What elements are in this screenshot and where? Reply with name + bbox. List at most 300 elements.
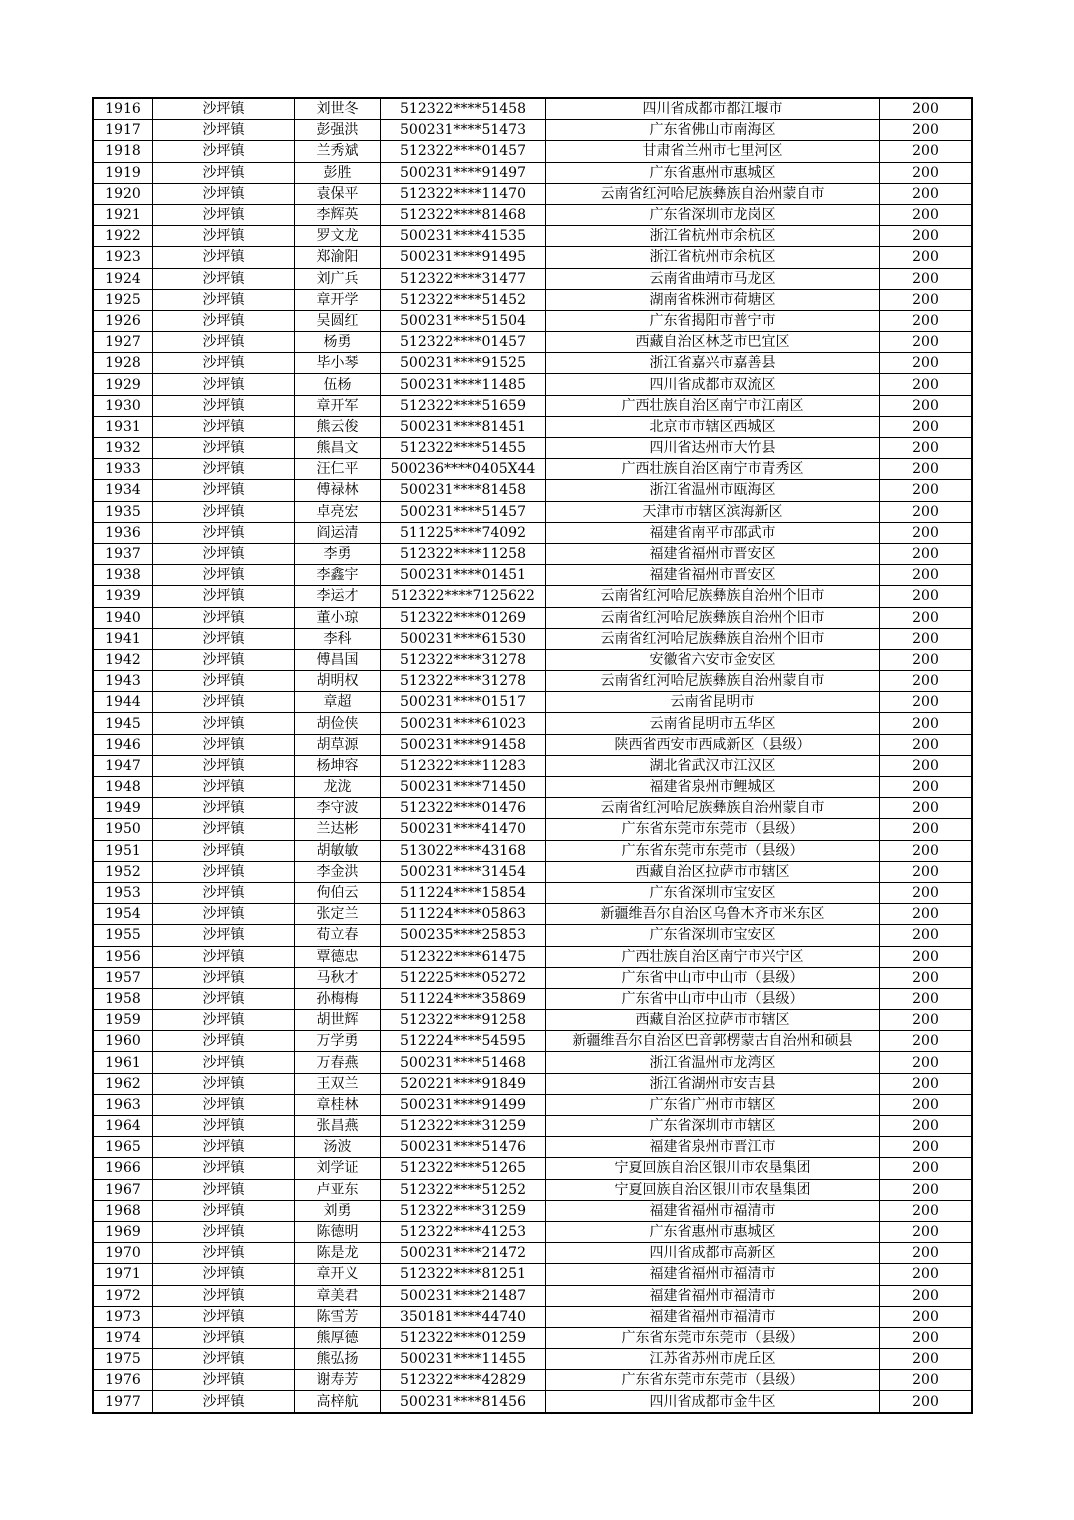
name-cell: 龙泷 (295, 777, 381, 798)
name-cell: 彭强洪 (295, 120, 381, 141)
name-cell: 王双兰 (295, 1073, 381, 1094)
id-number-cell: 512322****11258 (381, 543, 546, 564)
address-cell: 云南省红河哈尼族彝族自治州个旧市 (546, 607, 880, 628)
id-number-cell: 500231****11455 (381, 1349, 546, 1370)
amount-cell: 200 (880, 1243, 973, 1264)
row-number: 1945 (93, 713, 153, 734)
town-cell: 沙坪镇 (153, 882, 295, 903)
address-cell: 广西壮族自治区南宁市青秀区 (546, 459, 880, 480)
address-cell: 宁夏回族自治区银川市农垦集团 (546, 1158, 880, 1179)
id-number-cell: 512322****01476 (381, 798, 546, 819)
town-cell: 沙坪镇 (153, 501, 295, 522)
id-number-cell: 500231****01517 (381, 692, 546, 713)
amount-cell: 200 (880, 882, 973, 903)
address-cell: 云南省红河哈尼族彝族自治州蒙自市 (546, 671, 880, 692)
address-cell: 云南省红河哈尼族彝族自治州个旧市 (546, 586, 880, 607)
address-cell: 福建省泉州市晋江市 (546, 1137, 880, 1158)
name-cell: 刘勇 (295, 1200, 381, 1221)
table-row (93, 98, 972, 120)
amount-cell: 200 (880, 649, 973, 670)
name-cell: 陈雪芳 (295, 1306, 381, 1327)
town-cell: 沙坪镇 (153, 310, 295, 331)
amount-cell: 200 (880, 671, 973, 692)
table-row (93, 734, 972, 755)
name-cell: 胡俭侠 (295, 713, 381, 734)
amount-cell: 200 (880, 141, 973, 162)
town-cell: 沙坪镇 (153, 268, 295, 289)
name-cell: 刘广兵 (295, 268, 381, 289)
town-cell: 沙坪镇 (153, 480, 295, 501)
id-number-cell: 512322****01269 (381, 607, 546, 628)
table-row (93, 1073, 972, 1094)
amount-cell: 200 (880, 162, 973, 183)
table-row (93, 268, 972, 289)
name-cell: 李勇 (295, 543, 381, 564)
amount-cell: 200 (880, 1137, 973, 1158)
id-number-cell: 511224****05863 (381, 904, 546, 925)
address-cell: 广东省深圳市宝安区 (546, 925, 880, 946)
town-cell: 沙坪镇 (153, 1221, 295, 1242)
id-number-cell: 512322****51659 (381, 395, 546, 416)
table-row (93, 586, 972, 607)
town-cell: 沙坪镇 (153, 628, 295, 649)
town-cell: 沙坪镇 (153, 1052, 295, 1073)
address-cell: 福建省南平市邵武市 (546, 522, 880, 543)
amount-cell: 200 (880, 332, 973, 353)
table-row (93, 501, 972, 522)
town-cell: 沙坪镇 (153, 1391, 295, 1413)
town-cell: 沙坪镇 (153, 1073, 295, 1094)
address-cell: 四川省成都市都江堰市 (546, 98, 880, 120)
amount-cell: 200 (880, 586, 973, 607)
name-cell: 傅昌国 (295, 649, 381, 670)
id-number-cell: 512322****81468 (381, 204, 546, 225)
row-number: 1973 (93, 1306, 153, 1327)
table-row (93, 1221, 972, 1242)
table-row (93, 247, 972, 268)
town-cell: 沙坪镇 (153, 1158, 295, 1179)
row-number: 1924 (93, 268, 153, 289)
town-cell: 沙坪镇 (153, 586, 295, 607)
table-row (93, 1200, 972, 1221)
name-cell: 李守波 (295, 798, 381, 819)
table-row (93, 1094, 972, 1115)
row-number: 1972 (93, 1285, 153, 1306)
amount-cell: 200 (880, 459, 973, 480)
amount-cell: 200 (880, 1285, 973, 1306)
town-cell: 沙坪镇 (153, 1285, 295, 1306)
roster-sheet (92, 97, 973, 1414)
name-cell: 胡草源 (295, 734, 381, 755)
town-cell: 沙坪镇 (153, 1031, 295, 1052)
name-cell: 卓亮宏 (295, 501, 381, 522)
amount-cell: 200 (880, 988, 973, 1009)
amount-cell: 200 (880, 1179, 973, 1200)
address-cell: 湖南省株洲市荷塘区 (546, 289, 880, 310)
amount-cell: 200 (880, 819, 973, 840)
table-row (93, 120, 972, 141)
row-number: 1962 (93, 1073, 153, 1094)
address-cell: 西藏自治区拉萨市市辖区 (546, 1010, 880, 1031)
address-cell: 广东省东莞市东莞市（县级） (546, 1370, 880, 1391)
amount-cell: 200 (880, 310, 973, 331)
row-number: 1918 (93, 141, 153, 162)
table-row (93, 798, 972, 819)
address-cell: 四川省成都市高新区 (546, 1243, 880, 1264)
row-number: 1927 (93, 332, 153, 353)
town-cell: 沙坪镇 (153, 374, 295, 395)
row-number: 1965 (93, 1137, 153, 1158)
town-cell: 沙坪镇 (153, 988, 295, 1009)
name-cell: 章桂林 (295, 1094, 381, 1115)
row-number: 1939 (93, 586, 153, 607)
id-number-cell: 500231****51457 (381, 501, 546, 522)
amount-cell: 200 (880, 501, 973, 522)
table-row (93, 649, 972, 670)
amount-cell: 200 (880, 1221, 973, 1242)
town-cell: 沙坪镇 (153, 671, 295, 692)
id-number-cell: 512322****31259 (381, 1116, 546, 1137)
table-row (93, 946, 972, 967)
address-cell: 广东省东莞市东莞市（县级） (546, 1327, 880, 1348)
town-cell: 沙坪镇 (153, 1116, 295, 1137)
table-row (93, 459, 972, 480)
town-cell: 沙坪镇 (153, 925, 295, 946)
table-row (93, 183, 972, 204)
table-row (93, 628, 972, 649)
id-number-cell: 350181****44740 (381, 1306, 546, 1327)
town-cell: 沙坪镇 (153, 904, 295, 925)
address-cell: 江苏省苏州市虎丘区 (546, 1349, 880, 1370)
table-row (93, 988, 972, 1009)
table-row (93, 755, 972, 776)
id-number-cell: 500231****51468 (381, 1052, 546, 1073)
town-cell: 沙坪镇 (153, 183, 295, 204)
town-cell: 沙坪镇 (153, 1137, 295, 1158)
name-cell: 胡明权 (295, 671, 381, 692)
town-cell: 沙坪镇 (153, 395, 295, 416)
id-number-cell: 500231****41470 (381, 819, 546, 840)
name-cell: 覃德忠 (295, 946, 381, 967)
amount-cell: 200 (880, 543, 973, 564)
name-cell: 章美君 (295, 1285, 381, 1306)
row-number: 1963 (93, 1094, 153, 1115)
name-cell: 傅禄林 (295, 480, 381, 501)
amount-cell: 200 (880, 120, 973, 141)
amount-cell: 200 (880, 1031, 973, 1052)
id-number-cell: 511225****74092 (381, 522, 546, 543)
row-number: 1943 (93, 671, 153, 692)
table-row (93, 1052, 972, 1073)
name-cell: 熊弘扬 (295, 1349, 381, 1370)
address-cell: 云南省昆明市五华区 (546, 713, 880, 734)
address-cell: 安徽省六安市金安区 (546, 649, 880, 670)
table-row (93, 353, 972, 374)
town-cell: 沙坪镇 (153, 226, 295, 247)
amount-cell: 200 (880, 395, 973, 416)
address-cell: 广东省惠州市惠城区 (546, 162, 880, 183)
id-number-cell: 512322****31477 (381, 268, 546, 289)
row-number: 1968 (93, 1200, 153, 1221)
row-number: 1958 (93, 988, 153, 1009)
id-number-cell: 500231****91499 (381, 1094, 546, 1115)
table-row (93, 374, 972, 395)
name-cell: 章开军 (295, 395, 381, 416)
address-cell: 云南省红河哈尼族彝族自治州蒙自市 (546, 183, 880, 204)
address-cell: 宁夏回族自治区银川市农垦集团 (546, 1179, 880, 1200)
address-cell: 天津市市辖区滨海新区 (546, 501, 880, 522)
address-cell: 福建省泉州市鲤城区 (546, 777, 880, 798)
amount-cell: 200 (880, 1264, 973, 1285)
id-number-cell: 512322****61475 (381, 946, 546, 967)
address-cell: 广西壮族自治区南宁市江南区 (546, 395, 880, 416)
name-cell: 袁保平 (295, 183, 381, 204)
row-number: 1957 (93, 967, 153, 988)
amount-cell: 200 (880, 628, 973, 649)
table-row (93, 1031, 972, 1052)
town-cell: 沙坪镇 (153, 1179, 295, 1200)
amount-cell: 200 (880, 1094, 973, 1115)
town-cell: 沙坪镇 (153, 692, 295, 713)
table-row (93, 1137, 972, 1158)
address-cell: 北京市市辖区西城区 (546, 416, 880, 437)
row-number: 1932 (93, 438, 153, 459)
amount-cell: 200 (880, 1116, 973, 1137)
row-number: 1952 (93, 861, 153, 882)
row-number: 1970 (93, 1243, 153, 1264)
amount-cell: 200 (880, 840, 973, 861)
town-cell: 沙坪镇 (153, 1306, 295, 1327)
table-row (93, 480, 972, 501)
address-cell: 浙江省湖州市安吉县 (546, 1073, 880, 1094)
amount-cell: 200 (880, 438, 973, 459)
amount-cell: 200 (880, 565, 973, 586)
id-number-cell: 512322****51265 (381, 1158, 546, 1179)
row-number: 1916 (93, 98, 153, 120)
town-cell: 沙坪镇 (153, 522, 295, 543)
town-cell: 沙坪镇 (153, 1094, 295, 1115)
town-cell: 沙坪镇 (153, 861, 295, 882)
row-number: 1925 (93, 289, 153, 310)
id-number-cell: 513022****43168 (381, 840, 546, 861)
amount-cell: 200 (880, 98, 973, 120)
amount-cell: 200 (880, 1370, 973, 1391)
id-number-cell: 512225****05272 (381, 967, 546, 988)
name-cell: 杨勇 (295, 332, 381, 353)
town-cell: 沙坪镇 (153, 840, 295, 861)
row-number: 1929 (93, 374, 153, 395)
table-row (93, 607, 972, 628)
id-number-cell: 512322****41253 (381, 1221, 546, 1242)
address-cell: 云南省红河哈尼族彝族自治州个旧市 (546, 628, 880, 649)
amount-cell: 200 (880, 946, 973, 967)
row-number: 1931 (93, 416, 153, 437)
town-cell: 沙坪镇 (153, 1243, 295, 1264)
amount-cell: 200 (880, 967, 973, 988)
table-row (93, 819, 972, 840)
address-cell: 甘肃省兰州市七里河区 (546, 141, 880, 162)
table-row (93, 162, 972, 183)
name-cell: 汤波 (295, 1137, 381, 1158)
address-cell: 广东省揭阳市普宁市 (546, 310, 880, 331)
name-cell: 罗文龙 (295, 226, 381, 247)
row-number: 1921 (93, 204, 153, 225)
town-cell: 沙坪镇 (153, 120, 295, 141)
table-row (93, 1243, 972, 1264)
id-number-cell: 500231****51473 (381, 120, 546, 141)
name-cell: 万春燕 (295, 1052, 381, 1073)
row-number: 1934 (93, 480, 153, 501)
town-cell: 沙坪镇 (153, 247, 295, 268)
town-cell: 沙坪镇 (153, 459, 295, 480)
row-number: 1946 (93, 734, 153, 755)
address-cell: 广东省惠州市惠城区 (546, 1221, 880, 1242)
town-cell: 沙坪镇 (153, 607, 295, 628)
row-number: 1928 (93, 353, 153, 374)
amount-cell: 200 (880, 904, 973, 925)
row-number: 1938 (93, 565, 153, 586)
amount-cell: 200 (880, 1391, 973, 1413)
address-cell: 福建省福州市福清市 (546, 1306, 880, 1327)
town-cell: 沙坪镇 (153, 162, 295, 183)
id-number-cell: 512322****51452 (381, 289, 546, 310)
name-cell: 章超 (295, 692, 381, 713)
id-number-cell: 500236****0405X44 (381, 459, 546, 480)
name-cell: 张定兰 (295, 904, 381, 925)
name-cell: 董小琼 (295, 607, 381, 628)
name-cell: 熊厚德 (295, 1327, 381, 1348)
id-number-cell: 500231****51504 (381, 310, 546, 331)
name-cell: 毕小琴 (295, 353, 381, 374)
row-number: 1948 (93, 777, 153, 798)
name-cell: 彭胜 (295, 162, 381, 183)
address-cell: 广东省东莞市东莞市（县级） (546, 819, 880, 840)
row-number: 1951 (93, 840, 153, 861)
name-cell: 章开学 (295, 289, 381, 310)
amount-cell: 200 (880, 755, 973, 776)
table-row (93, 565, 972, 586)
address-cell: 湖北省武汉市江汉区 (546, 755, 880, 776)
table-row (93, 861, 972, 882)
amount-cell: 200 (880, 798, 973, 819)
row-number: 1974 (93, 1327, 153, 1348)
id-number-cell: 520221****91849 (381, 1073, 546, 1094)
address-cell: 广东省中山市中山市（县级） (546, 988, 880, 1009)
town-cell: 沙坪镇 (153, 141, 295, 162)
table-row (93, 1327, 972, 1348)
table-row (93, 1010, 972, 1031)
id-number-cell: 512322****51458 (381, 98, 546, 120)
id-number-cell: 511224****35869 (381, 988, 546, 1009)
row-number: 1917 (93, 120, 153, 141)
address-cell: 福建省福州市晋安区 (546, 543, 880, 564)
roster-table (92, 97, 973, 1414)
id-number-cell: 512322****51455 (381, 438, 546, 459)
table-row (93, 1391, 972, 1413)
row-number: 1920 (93, 183, 153, 204)
town-cell: 沙坪镇 (153, 353, 295, 374)
address-cell: 广东省广州市市辖区 (546, 1094, 880, 1115)
town-cell: 沙坪镇 (153, 713, 295, 734)
name-cell: 孙梅梅 (295, 988, 381, 1009)
address-cell: 浙江省嘉兴市嘉善县 (546, 353, 880, 374)
id-number-cell: 500231****71450 (381, 777, 546, 798)
amount-cell: 200 (880, 204, 973, 225)
address-cell: 福建省福州市福清市 (546, 1200, 880, 1221)
name-cell: 李鑫宇 (295, 565, 381, 586)
table-row (93, 713, 972, 734)
table-row (93, 1370, 972, 1391)
row-number: 1967 (93, 1179, 153, 1200)
id-number-cell: 500231****21472 (381, 1243, 546, 1264)
amount-cell: 200 (880, 374, 973, 395)
address-cell: 广东省中山市中山市（县级） (546, 967, 880, 988)
name-cell: 刘世冬 (295, 98, 381, 120)
row-number: 1923 (93, 247, 153, 268)
amount-cell: 200 (880, 353, 973, 374)
row-number: 1935 (93, 501, 153, 522)
name-cell: 马秋才 (295, 967, 381, 988)
amount-cell: 200 (880, 734, 973, 755)
row-number: 1971 (93, 1264, 153, 1285)
town-cell: 沙坪镇 (153, 734, 295, 755)
row-number: 1940 (93, 607, 153, 628)
row-number: 1919 (93, 162, 153, 183)
id-number-cell: 512322****01457 (381, 141, 546, 162)
name-cell: 兰秀斌 (295, 141, 381, 162)
id-number-cell: 500231****21487 (381, 1285, 546, 1306)
amount-cell: 200 (880, 692, 973, 713)
amount-cell: 200 (880, 713, 973, 734)
name-cell: 李辉英 (295, 204, 381, 225)
name-cell: 伍杨 (295, 374, 381, 395)
id-number-cell: 500235****25853 (381, 925, 546, 946)
row-number: 1955 (93, 925, 153, 946)
id-number-cell: 512322****7125622 (381, 586, 546, 607)
amount-cell: 200 (880, 1158, 973, 1179)
town-cell: 沙坪镇 (153, 1010, 295, 1031)
row-number: 1950 (93, 819, 153, 840)
row-number: 1930 (93, 395, 153, 416)
town-cell: 沙坪镇 (153, 1200, 295, 1221)
roster-table-body (93, 98, 972, 1413)
town-cell: 沙坪镇 (153, 798, 295, 819)
table-row (93, 777, 972, 798)
amount-cell: 200 (880, 416, 973, 437)
name-cell: 李运才 (295, 586, 381, 607)
row-number: 1922 (93, 226, 153, 247)
name-cell: 章开义 (295, 1264, 381, 1285)
row-number: 1977 (93, 1391, 153, 1413)
town-cell: 沙坪镇 (153, 98, 295, 120)
id-number-cell: 512322****11283 (381, 755, 546, 776)
address-cell: 云南省昆明市 (546, 692, 880, 713)
address-cell: 广东省佛山市南海区 (546, 120, 880, 141)
address-cell: 浙江省温州市瓯海区 (546, 480, 880, 501)
address-cell: 广东省深圳市龙岗区 (546, 204, 880, 225)
town-cell: 沙坪镇 (153, 1327, 295, 1348)
row-number: 1975 (93, 1349, 153, 1370)
address-cell: 陕西省西安市西咸新区（县级） (546, 734, 880, 755)
amount-cell: 200 (880, 1200, 973, 1221)
table-row (93, 692, 972, 713)
id-number-cell: 500231****91497 (381, 162, 546, 183)
table-row (93, 840, 972, 861)
address-cell: 浙江省杭州市余杭区 (546, 247, 880, 268)
amount-cell: 200 (880, 1073, 973, 1094)
name-cell: 熊昌文 (295, 438, 381, 459)
amount-cell: 200 (880, 289, 973, 310)
